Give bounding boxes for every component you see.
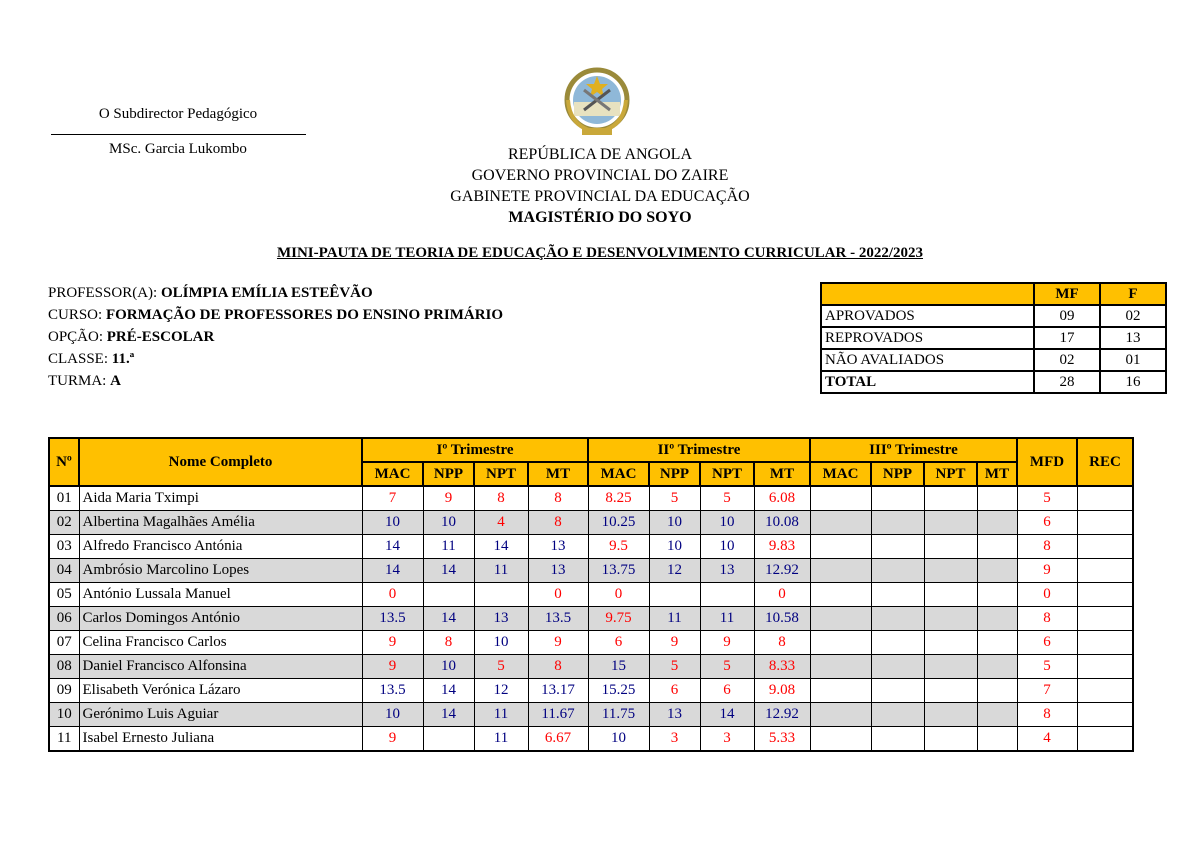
row-number: 10 (49, 703, 79, 727)
student-name: Alfredo Francisco Antónia (79, 535, 362, 559)
grades-header-row-1 (49, 438, 1133, 462)
header-t2-npp: NPP (649, 462, 700, 486)
t1-mt-cell: 13.17 (528, 679, 588, 703)
t1-npt-cell: 10 (474, 631, 528, 655)
professor-label: PROFESSOR(A): (48, 285, 158, 301)
t3-npt-cell (924, 655, 977, 679)
table-row (49, 655, 1133, 679)
t2-npt-cell: 13 (700, 559, 754, 583)
t1-npp-cell: 8 (423, 631, 474, 655)
header-t1-npt: NPT (474, 462, 528, 486)
table-row (49, 727, 1133, 752)
t2-npp-cell: 5 (649, 655, 700, 679)
student-name: Carlos Domingos António (79, 607, 362, 631)
row-number: 07 (49, 631, 79, 655)
t3-mt-cell (977, 486, 1017, 511)
t2-npt-cell: 11 (700, 607, 754, 631)
table-row (49, 486, 1133, 511)
header-trimestre-3: IIIº Trimestre (810, 438, 1017, 462)
t3-mac-cell (810, 703, 871, 727)
t3-npp-cell (871, 631, 924, 655)
t1-mac-cell: 14 (362, 559, 423, 583)
t1-mt-cell: 11.67 (528, 703, 588, 727)
t3-npt-cell (924, 607, 977, 631)
row-number: 06 (49, 607, 79, 631)
t1-npt-cell: 11 (474, 703, 528, 727)
t3-npt-cell (924, 583, 977, 607)
classe-row (48, 348, 503, 370)
t1-mac-cell: 0 (362, 583, 423, 607)
t2-mt-cell: 5.33 (754, 727, 810, 752)
header-line-government: GOVERNO PROVINCIAL DO ZAIRE (471, 167, 729, 184)
t2-npp-cell: 10 (649, 535, 700, 559)
row-number: 11 (49, 727, 79, 752)
t3-mac-cell (810, 583, 871, 607)
curso-label: CURSO: (48, 307, 103, 323)
opcao-label: OPÇÃO: (48, 329, 104, 345)
t2-mac-cell: 10 (588, 727, 649, 752)
header-t3-mac: MAC (810, 462, 871, 486)
t2-mac-cell: 15.25 (588, 679, 649, 703)
t1-mt-cell: 0 (528, 583, 588, 607)
t1-mac-cell: 10 (362, 511, 423, 535)
page-title: MINI-PAUTA DE TEORIA DE EDUCAÇÃO E DESENVOLVIMENTO CURRICULAR - 2022/2023 (276, 245, 924, 261)
header-line-school: MAGISTÉRIO DO SOYO (508, 209, 692, 226)
t2-npp-cell: 10 (649, 511, 700, 535)
t3-mt-cell (977, 727, 1017, 752)
t3-npp-cell (871, 583, 924, 607)
t3-npt-cell (924, 511, 977, 535)
t3-npt-cell (924, 559, 977, 583)
professor-value: OLÍMPIA EMÍLIA ESTEÊVÃO (160, 285, 373, 301)
t2-npp-cell: 5 (649, 486, 700, 511)
t3-mac-cell (810, 486, 871, 511)
header-rec: REC (1077, 438, 1133, 486)
rec-cell (1077, 631, 1133, 655)
table-row (49, 583, 1133, 607)
summary-table (820, 282, 1167, 394)
t3-npp-cell (871, 559, 924, 583)
t2-npt-cell: 3 (700, 727, 754, 752)
t3-npp-cell (871, 486, 924, 511)
table-row (49, 703, 1133, 727)
t3-npp-cell (871, 703, 924, 727)
summary-f: 13 (1100, 327, 1166, 349)
t2-mt-cell: 9.83 (754, 535, 810, 559)
t1-mt-cell: 9 (528, 631, 588, 655)
t3-npp-cell (871, 679, 924, 703)
t1-mac-cell: 9 (362, 727, 423, 752)
t1-npp-cell: 10 (423, 511, 474, 535)
mfd-cell: 8 (1017, 607, 1077, 631)
t1-mt-cell: 13.5 (528, 607, 588, 631)
t3-mt-cell (977, 679, 1017, 703)
t1-npp-cell: 9 (423, 486, 474, 511)
student-name: Albertina Magalhães Amélia (79, 511, 362, 535)
t1-npt-cell: 12 (474, 679, 528, 703)
grades-body (49, 486, 1133, 751)
t2-mt-cell: 9.08 (754, 679, 810, 703)
rec-cell (1077, 607, 1133, 631)
t2-mac-cell: 10.25 (588, 511, 649, 535)
table-row (49, 631, 1133, 655)
t2-mt-cell: 8 (754, 631, 810, 655)
t2-mt-cell: 12.92 (754, 703, 810, 727)
curso-row (48, 304, 503, 326)
t1-mac-cell: 9 (362, 631, 423, 655)
mfd-cell: 6 (1017, 511, 1077, 535)
student-name: António Lussala Manuel (79, 583, 362, 607)
turma-value: A (110, 373, 121, 389)
t3-mt-cell (977, 655, 1017, 679)
t3-npp-cell (871, 535, 924, 559)
class-info (48, 282, 503, 392)
rec-cell (1077, 583, 1133, 607)
t2-mac-cell: 9.5 (588, 535, 649, 559)
t3-mac-cell (810, 559, 871, 583)
t1-npp-cell: 14 (423, 607, 474, 631)
row-number: 08 (49, 655, 79, 679)
table-row (49, 679, 1133, 703)
header-trimestre-2: IIº Trimestre (588, 438, 810, 462)
mfd-cell: 8 (1017, 535, 1077, 559)
header-no: Nº (49, 438, 79, 486)
t2-npt-cell: 10 (700, 535, 754, 559)
t3-npt-cell (924, 679, 977, 703)
header-name: Nome Completo (79, 438, 362, 486)
header-t3-mt: MT (977, 462, 1017, 486)
table-row (49, 511, 1133, 535)
t1-mac-cell: 10 (362, 703, 423, 727)
t1-npt-cell: 11 (474, 727, 528, 752)
table-row (49, 559, 1133, 583)
t2-npt-cell: 5 (700, 486, 754, 511)
t2-npp-cell: 6 (649, 679, 700, 703)
rec-cell (1077, 486, 1133, 511)
t3-mac-cell (810, 607, 871, 631)
t3-mac-cell (810, 631, 871, 655)
summary-f: 16 (1100, 371, 1166, 393)
summary-header-f: F (1100, 283, 1166, 305)
t1-mt-cell: 8 (528, 655, 588, 679)
t1-npp-cell: 11 (423, 535, 474, 559)
t3-mac-cell (810, 511, 871, 535)
signature-name: MSc. Garcia Lukombo (109, 141, 247, 157)
t1-npt-cell: 4 (474, 511, 528, 535)
t2-npt-cell: 6 (700, 679, 754, 703)
t3-mt-cell (977, 535, 1017, 559)
student-name: Celina Francisco Carlos (79, 631, 362, 655)
summary-mf: 28 (1034, 371, 1100, 393)
rec-cell (1077, 511, 1133, 535)
signature-block (48, 104, 308, 159)
row-number: 01 (49, 486, 79, 511)
t2-mac-cell: 11.75 (588, 703, 649, 727)
rec-cell (1077, 535, 1133, 559)
student-name: Elisabeth Verónica Lázaro (79, 679, 362, 703)
t2-npt-cell: 14 (700, 703, 754, 727)
summary-label: APROVADOS (821, 305, 1034, 327)
summary-row (821, 349, 1166, 371)
t3-npt-cell (924, 703, 977, 727)
t2-npp-cell: 9 (649, 631, 700, 655)
t3-mt-cell (977, 559, 1017, 583)
t1-mac-cell: 9 (362, 655, 423, 679)
t2-mt-cell: 10.08 (754, 511, 810, 535)
row-number: 03 (49, 535, 79, 559)
header-mfd: MFD (1017, 438, 1077, 486)
summary-mf: 02 (1034, 349, 1100, 371)
summary-mf: 17 (1034, 327, 1100, 349)
header-t3-npp: NPP (871, 462, 924, 486)
t2-npp-cell: 12 (649, 559, 700, 583)
t3-npp-cell (871, 655, 924, 679)
t1-npp-cell: 14 (423, 559, 474, 583)
row-number: 05 (49, 583, 79, 607)
t2-mt-cell: 6.08 (754, 486, 810, 511)
t3-mt-cell (977, 631, 1017, 655)
t3-mt-cell (977, 607, 1017, 631)
summary-header-mf: MF (1034, 283, 1100, 305)
t2-npp-cell (649, 583, 700, 607)
t2-mt-cell: 12.92 (754, 559, 810, 583)
t2-npp-cell: 11 (649, 607, 700, 631)
t3-mt-cell (977, 583, 1017, 607)
summary-f: 02 (1100, 305, 1166, 327)
t2-npt-cell: 5 (700, 655, 754, 679)
t1-mt-cell: 8 (528, 486, 588, 511)
t2-mac-cell: 8.25 (588, 486, 649, 511)
t1-npp-cell (423, 583, 474, 607)
t2-mac-cell: 9.75 (588, 607, 649, 631)
row-number: 02 (49, 511, 79, 535)
t3-mac-cell (810, 535, 871, 559)
t1-mt-cell: 8 (528, 511, 588, 535)
header-t1-mac: MAC (362, 462, 423, 486)
t3-mac-cell (810, 679, 871, 703)
t2-mt-cell: 10.58 (754, 607, 810, 631)
t3-npt-cell (924, 727, 977, 752)
t1-npt-cell: 13 (474, 607, 528, 631)
summary-label: REPROVADOS (821, 327, 1034, 349)
t3-npp-cell (871, 727, 924, 752)
t1-mac-cell: 13.5 (362, 679, 423, 703)
t1-npt-cell: 5 (474, 655, 528, 679)
rec-cell (1077, 559, 1133, 583)
t1-npp-cell: 10 (423, 655, 474, 679)
student-name: Daniel Francisco Alfonsina (79, 655, 362, 679)
mfd-cell: 4 (1017, 727, 1077, 752)
rec-cell (1077, 655, 1133, 679)
t2-mac-cell: 0 (588, 583, 649, 607)
summary-label-total: TOTAL (821, 371, 1034, 393)
table-row (49, 607, 1133, 631)
t1-npt-cell (474, 583, 528, 607)
mfd-cell: 7 (1017, 679, 1077, 703)
t2-mt-cell: 8.33 (754, 655, 810, 679)
summary-label: NÃO AVALIADOS (821, 349, 1034, 371)
angola-emblem-icon (560, 66, 634, 138)
mfd-cell: 0 (1017, 583, 1077, 607)
turma-label: TURMA: (48, 373, 107, 389)
header-t1-mt: MT (528, 462, 588, 486)
summary-header-blank (821, 283, 1034, 305)
summary-f: 01 (1100, 349, 1166, 371)
t2-mac-cell: 15 (588, 655, 649, 679)
t1-mac-cell: 14 (362, 535, 423, 559)
t3-mac-cell (810, 727, 871, 752)
row-number: 04 (49, 559, 79, 583)
t3-npp-cell (871, 607, 924, 631)
header-t1-npp: NPP (423, 462, 474, 486)
t1-mt-cell: 6.67 (528, 727, 588, 752)
mfd-cell: 9 (1017, 559, 1077, 583)
classe-value: 11.ª (111, 351, 135, 367)
t1-npt-cell: 8 (474, 486, 528, 511)
rec-cell (1077, 703, 1133, 727)
t2-npt-cell (700, 583, 754, 607)
t3-npp-cell (871, 511, 924, 535)
signature-line (51, 134, 306, 135)
curso-value: FORMAÇÃO DE PROFESSORES DO ENSINO PRIMÁRIO (105, 307, 504, 323)
t1-npt-cell: 14 (474, 535, 528, 559)
row-number: 09 (49, 679, 79, 703)
t2-npt-cell: 10 (700, 511, 754, 535)
t2-npp-cell: 13 (649, 703, 700, 727)
t3-npt-cell (924, 535, 977, 559)
t2-npp-cell: 3 (649, 727, 700, 752)
t1-npp-cell: 14 (423, 703, 474, 727)
opcao-row (48, 326, 503, 348)
mfd-cell: 5 (1017, 486, 1077, 511)
mfd-cell: 5 (1017, 655, 1077, 679)
professor-row (48, 282, 503, 304)
header-line-republic: REPÚBLICA DE ANGOLA (507, 146, 692, 163)
rec-cell (1077, 679, 1133, 703)
t1-mac-cell: 13.5 (362, 607, 423, 631)
t1-mt-cell: 13 (528, 559, 588, 583)
t3-mac-cell (810, 655, 871, 679)
t2-mt-cell: 0 (754, 583, 810, 607)
t2-npt-cell: 9 (700, 631, 754, 655)
summary-header-row (821, 283, 1166, 305)
opcao-value: PRÉ-ESCOLAR (106, 329, 215, 345)
mfd-cell: 8 (1017, 703, 1077, 727)
t1-mt-cell: 13 (528, 535, 588, 559)
t3-npt-cell (924, 486, 977, 511)
t1-npp-cell (423, 727, 474, 752)
institution-header (380, 144, 820, 228)
t3-mt-cell (977, 703, 1017, 727)
grades-table (48, 437, 1134, 752)
student-name: Isabel Ernesto Juliana (79, 727, 362, 752)
rec-cell (1077, 727, 1133, 752)
classe-label: CLASSE: (48, 351, 109, 367)
t3-npt-cell (924, 631, 977, 655)
turma-row (48, 370, 503, 392)
header-trimestre-1: Iº Trimestre (362, 438, 588, 462)
student-name: Ambrósio Marcolino Lopes (79, 559, 362, 583)
summary-row (821, 371, 1166, 393)
header-t2-npt: NPT (700, 462, 754, 486)
summary-row (821, 327, 1166, 349)
student-name: Aida Maria Tximpi (79, 486, 362, 511)
t1-npt-cell: 11 (474, 559, 528, 583)
student-name: Gerónimo Luis Aguiar (79, 703, 362, 727)
header-t2-mac: MAC (588, 462, 649, 486)
header-t3-npt: NPT (924, 462, 977, 486)
t2-mac-cell: 13.75 (588, 559, 649, 583)
t1-npp-cell: 14 (423, 679, 474, 703)
signature-role: O Subdirector Pedagógico (98, 106, 258, 122)
t3-mt-cell (977, 511, 1017, 535)
summary-mf: 09 (1034, 305, 1100, 327)
table-row (49, 535, 1133, 559)
header-line-office: GABINETE PROVINCIAL DA EDUCAÇÃO (450, 188, 750, 205)
header-t2-mt: MT (754, 462, 810, 486)
mfd-cell: 6 (1017, 631, 1077, 655)
summary-row (821, 305, 1166, 327)
t1-mac-cell: 7 (362, 486, 423, 511)
t2-mac-cell: 6 (588, 631, 649, 655)
